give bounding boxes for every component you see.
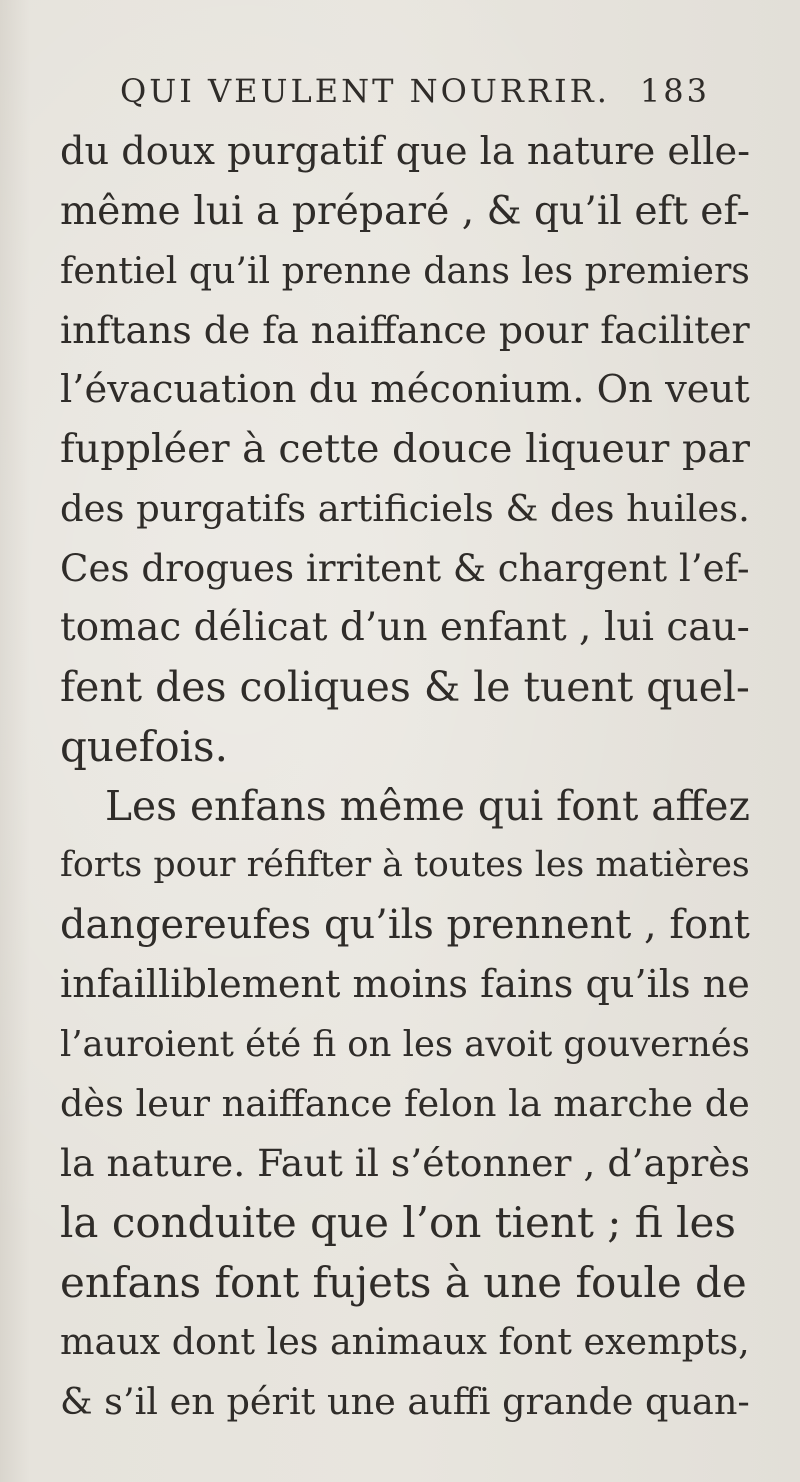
- text-line: même lui a préparé , & qu’il eft ef-: [60, 188, 750, 234]
- text-line: dangereufes qu’ils prennent , font: [60, 901, 750, 948]
- text-line: l’auroient été fi on les avoit gouvernés: [60, 1023, 750, 1065]
- text-line: Ces drogues irritent & chargent l’ef-: [60, 545, 750, 590]
- body-text: [60, 122, 750, 1431]
- text-line: fentiel qu’il prenne dans les premiers: [60, 249, 750, 292]
- paragraph-start-line: Les enfans même qui font affez: [105, 781, 750, 830]
- text-line: tomac délicat d’un enfant , lui cau-: [60, 605, 750, 650]
- text-line: la nature. Faut il s’étonner , d’après: [60, 1140, 750, 1185]
- text-line: quefois.: [60, 722, 228, 771]
- text-line: maux dont les animaux font exempts,: [60, 1320, 750, 1363]
- text-line: des purgatifs artificiels & des huiles.: [60, 487, 750, 530]
- text-line: fent des coliques & le tuent quel-: [60, 662, 750, 711]
- text-line: & s’il en périt une auffi grande quan-: [60, 1379, 750, 1423]
- text-line: inftans de fa naiffance pour faciliter: [60, 307, 750, 352]
- text-line: la conduite que l’on tient ; fi les: [60, 1198, 736, 1247]
- running-head: [120, 72, 710, 122]
- text-line: fuppléer à cette douce liqueur par: [60, 425, 750, 472]
- text-line: forts pour réfifter à toutes les matières: [60, 845, 750, 885]
- text-line: dès leur naiffance felon la marche de: [60, 1082, 750, 1125]
- text-line: l’évacuation du méconium. On veut: [60, 367, 750, 412]
- text-line: infailliblement moins fains qu’ils ne: [60, 962, 750, 1006]
- page-number: 183: [639, 72, 710, 110]
- running-head-title: QUI VEULENT NOURRIR.: [120, 72, 610, 110]
- text-line: du doux purgatif que la nature elle-: [60, 129, 751, 174]
- text-line: enfans font fujets à une foule de: [60, 1257, 747, 1307]
